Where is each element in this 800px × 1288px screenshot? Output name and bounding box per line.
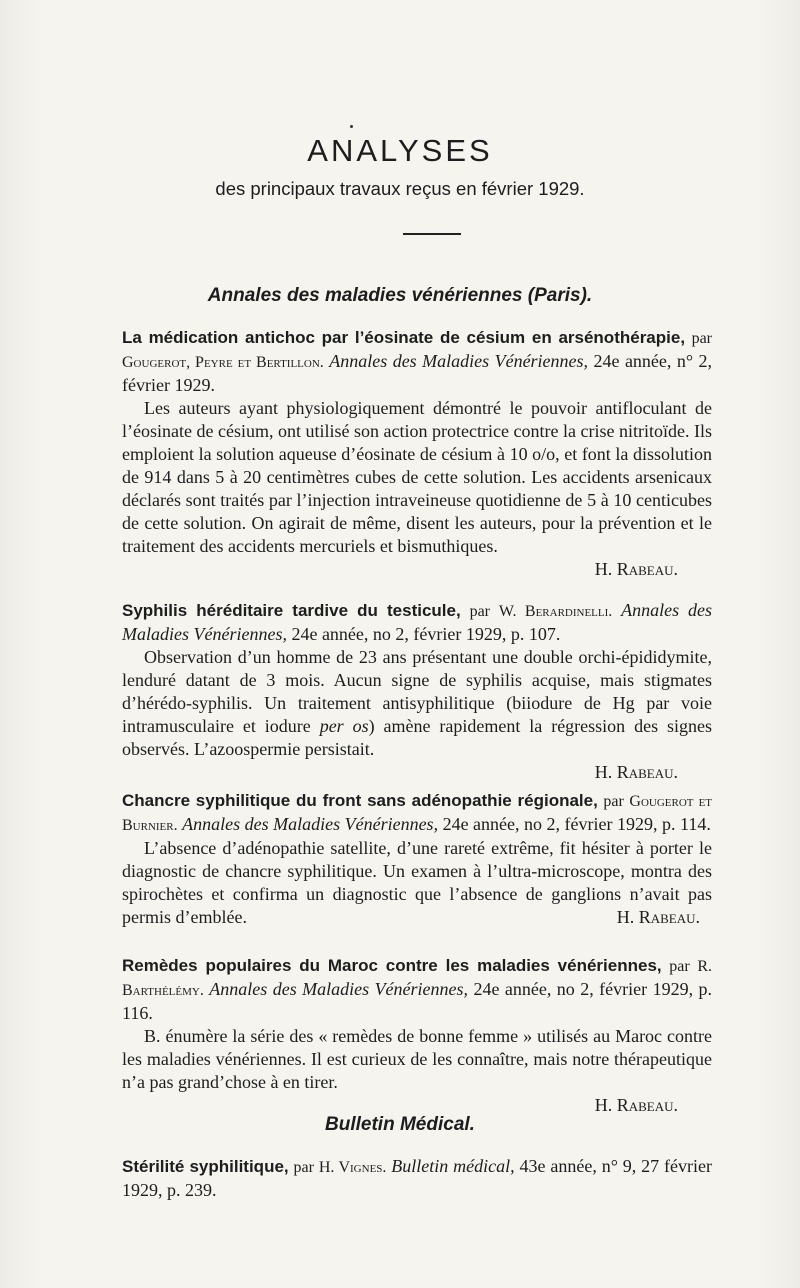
entry-by: par [469, 603, 491, 620]
entry-title: Chancre syphilitique du front sans adénopathie régionale, [122, 791, 598, 810]
entry-body [122, 837, 712, 929]
entry-title: La médication antichoc par l’éosinate de césium en arsénothérapie, [122, 328, 686, 347]
analysis-entry [122, 789, 712, 929]
analysis-entry [122, 954, 712, 1117]
entry-reference: 24e année, no 2, février 1929, p. 114. [442, 814, 711, 834]
entry-header [122, 1155, 712, 1202]
entry-body [122, 646, 712, 761]
title-rule [403, 233, 461, 235]
dot-mark [350, 125, 353, 128]
section-heading-bulletin: Bulletin Médical. [325, 1114, 475, 1135]
entry-body: B. énumère la série des « remèdes de bonne femme » utilisés au Maroc contre les maladies vénériennes. Il est curieux de les connaître, mais notre thérapeutique n’a pas grand’chose à en tirer. [122, 1026, 712, 1092]
entry-by: par [669, 958, 690, 975]
entry-body-part: L’absence d’adénopathie satellite, d’une rareté extrême, fit hésiter à porter le diagnostic de chancre syphilitique. Un examen à l’ultra-microscope, montra des spirochètes et confirma un diagnostic que l’absence de ganglions n’avait pas permis d’emblée. [122, 838, 712, 927]
entry-authors: Gougerot, Peyre et Bertillon. [122, 354, 324, 371]
analysis-entry [122, 326, 712, 581]
entry-body-part: Observation d’un homme de 23 ans présentant une double orchi-épididymite, lenduré datant de 3 mois. Aucun signe de syphilis acquise, mais stigmates d’hérédo-syphilis. Un traitement antisyphilitique (biiodure de Hg par voie intramusculaire et iodure [122, 647, 712, 736]
entry-reference: 24e année, n° 2, février 1929. [122, 351, 713, 395]
entry-signature: H. Rabeau. [594, 762, 678, 782]
entry-authors: R. Barthélémy. [122, 958, 712, 999]
entry-journal: Annales des Maladies Vénériennes, [209, 979, 469, 999]
entry-header [122, 599, 712, 646]
entry-signature: H. Rabeau. [594, 559, 678, 579]
entry-signature: H. Rabeau. [594, 1095, 678, 1115]
entry-body-italic: per os [319, 716, 369, 736]
analysis-entry [122, 599, 712, 784]
entry-title: Remèdes populaires du Maroc contre les maladies vénériennes, [122, 956, 662, 975]
entry-body: Les auteurs ayant physiologiquement démontré le pouvoir antifloculant de l’éosinate de césium, ont utilisé son action protectrice contre la crise nitritoïde. Ils emploient la solution aqueuse d’éosinate de césium à 10 o/o, et font la dissolution de 914 dans 5 à 20 centimètres cubes de cette solution. Les accidents arsenicaux déclarés sont traités par l’injection intraveineuse quotidienne de 5 à 10 centicubes de cette solution. On agirait de même, disent les auteurs, pour la prévention et le traitement des accidents mercuriels et bismuthiques. [122, 398, 712, 556]
entry-body-part: ) amène rapidement la régression des signes observés. L’azoospermie persistait. [122, 716, 713, 759]
analysis-entry [122, 1155, 712, 1202]
entry-title: Stérilité syphilitique, [122, 1157, 289, 1176]
section-heading-annales: Annales des maladies vénériennes (Paris). [207, 285, 593, 306]
page-subtitle: des principaux travaux reçus en février 1929. [215, 178, 585, 199]
entry-by: par [293, 1159, 314, 1176]
entry-authors: W. Berardinelli. [498, 603, 613, 620]
entry-header [122, 326, 712, 397]
entry-journal: Annales des Maladies Vénériennes, [182, 814, 439, 834]
entry-journal: Annales des Maladies Vénériennes, [122, 600, 713, 644]
entry-authors: Gougerot et Burnier. [122, 793, 713, 834]
entry-reference: 24e année, no 2, février 1929, p. 116. [122, 979, 713, 1023]
entry-signature: H. Rabeau. [616, 907, 700, 927]
entry-reference: 43e année, n° 9, 27 février 1929, p. 239. [122, 1156, 713, 1200]
entry-authors: H. Vignes. [318, 1159, 387, 1176]
entry-journal: Annales des Maladies Vénériennes, [329, 351, 589, 371]
entry-title: Syphilis héréditaire tardive du testicule, [122, 601, 461, 620]
entry-journal: Bulletin médical, [391, 1156, 515, 1176]
entry-header [122, 789, 712, 837]
entry-by: par [691, 330, 712, 347]
page-title: ANALYSES [307, 133, 493, 168]
entry-reference: 24e année, no 2, février 1929, p. 107. [291, 624, 561, 644]
entry-header [122, 954, 712, 1025]
entry-by: par [603, 793, 624, 810]
